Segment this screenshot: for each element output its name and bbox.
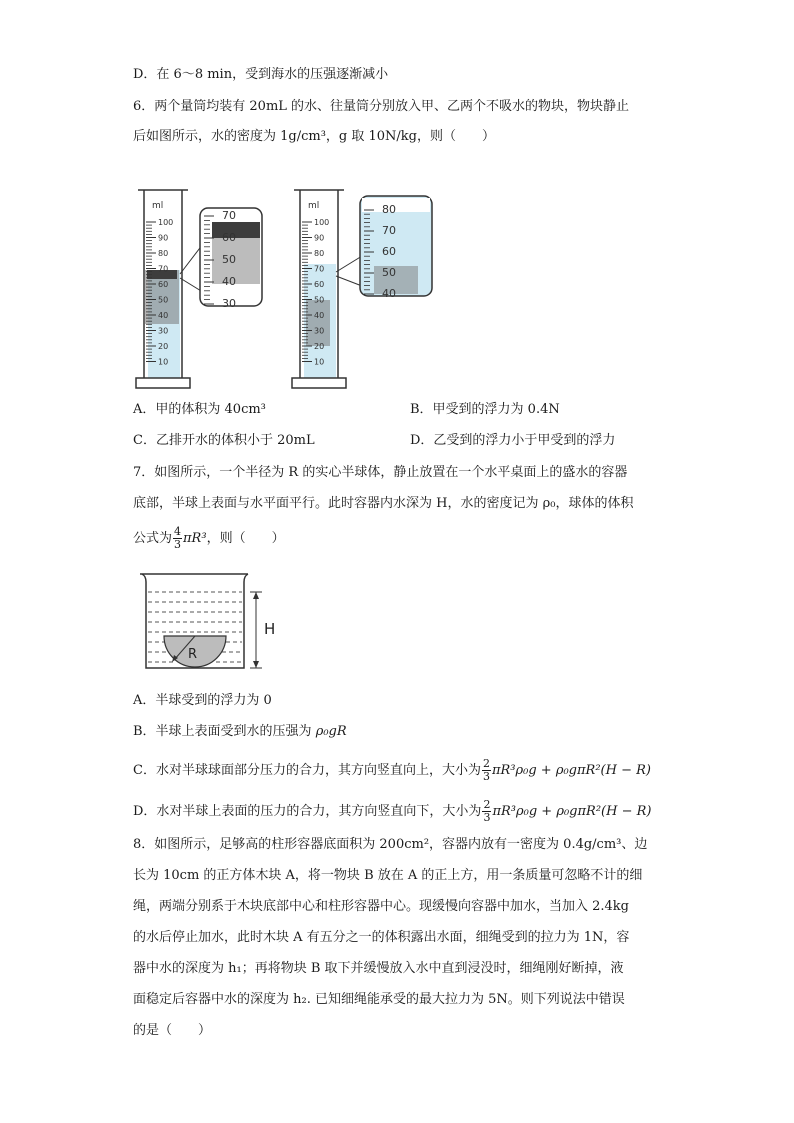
q7-stem-line3: [133, 526, 285, 551]
unit-label: ml: [308, 201, 320, 211]
depth-label: H: [264, 620, 276, 638]
q7-option-d-text: D．水对半球上表面的压力的合力，其方向竖直向下，大小为: [133, 804, 482, 819]
unit-label: ml: [152, 201, 164, 211]
scale-label: 20: [158, 342, 169, 351]
scale-label: 80: [382, 203, 396, 216]
q7-stem-line1: 7．如图所示，一个半径为 R 的实心半球体，静止放置在一个水平桌面上的盛水的容器: [133, 465, 628, 480]
scale-label: 30: [314, 326, 325, 336]
scale-label: 60: [222, 231, 236, 244]
scale-label: 50: [382, 266, 396, 279]
fraction-2-3: $\frac{2}{3}$: [483, 798, 491, 824]
q8-line2: 长为 10cm 的正方体木块 A，将一物块 B 放在 A 的正上方，用一条质量可忽略不计的细: [133, 868, 643, 883]
q7-option-d-formula: πR³ρ₀g + ρ₀gπR²(H − R): [492, 804, 652, 819]
hemisphere-container-diagram: [136, 570, 286, 678]
block-yi: [306, 300, 330, 346]
q6-stem-line2: 后如图所示，水的密度为 1g/cm³，g 取 10N/kg，则（ ）: [133, 129, 496, 144]
fraction-4-3: $\frac{4}{3}$: [174, 525, 182, 551]
radius-label: R: [188, 647, 198, 662]
q8-line5: 器中水的深度为 h₁；再将物块 B 取下并缓慢放入水中直到浸没时，细绳刚好断掉，液: [133, 961, 624, 976]
scale-label: 60: [158, 280, 169, 289]
q6-option-b: B．甲受到的浮力为 0.4N: [410, 402, 560, 417]
scale-label: 50: [314, 295, 325, 305]
scale-label: 30: [158, 326, 169, 336]
q7-option-b-text: B．半球上表面受到水的压强为: [133, 724, 316, 739]
scale-label: 40: [314, 311, 325, 320]
q7-option-b: [133, 723, 347, 741]
q6-figure: [130, 182, 440, 396]
q7-stem-line2: 底部，半球上表面与水平面平行。此时容器内水深为 H，水的密度记为 ρ₀，球体的体积: [133, 496, 634, 511]
q7-option-c-text: C．水对半球球面部分压力的合力，其方向竖直向上，大小为: [133, 763, 481, 778]
q5-option-d: D．在 6～8 min，受到海水的压强逐渐减小: [133, 67, 389, 82]
scale-label: 70: [382, 224, 396, 237]
scale-label: 40: [222, 275, 236, 288]
volume-formula-tail: πR³: [183, 531, 207, 546]
scale-label: 80: [158, 249, 169, 258]
q8-line7: 的是（ ）: [133, 1023, 212, 1038]
scale-label: 50: [222, 253, 236, 266]
q7-stem-line3-prefix: 公式为: [133, 531, 173, 546]
q7-option-a: A．半球受到的浮力为 0: [133, 693, 272, 708]
scale-label: 40: [158, 311, 169, 320]
scale-label: 70: [222, 209, 236, 222]
scale-label: 10: [158, 357, 169, 367]
q8-line1: 8．如图所示，足够高的柱形容器底面积为 200cm²，容器内放有一密度为 0.4g/cm³、边: [133, 837, 648, 852]
q7-stem-line3-suffix: ，则（ ）: [206, 531, 285, 546]
scale-label: 90: [314, 233, 325, 243]
scale-label: 10: [314, 357, 325, 367]
fraction-2-3: $\frac{2}{3}$: [482, 757, 490, 783]
scale-label: 70: [314, 264, 325, 274]
scale-label: 70: [158, 264, 169, 274]
scale-label: 100: [314, 218, 330, 227]
scale-label: 30: [222, 297, 236, 310]
scale-label: 90: [158, 233, 169, 243]
q6-stem-line1: 6．两个量筒均装有 20mL 的水、往量筒分别放入甲、乙两个不吸水的物块，物块静止: [133, 99, 630, 114]
q7-option-b-formula: ρ₀gR: [315, 724, 347, 739]
q8-line4: 的水后停止加水，此时木块 A 有五分之一的体积露出水面，细绳受到的拉力为 1N，容: [133, 930, 630, 945]
scale-label: 60: [382, 245, 396, 258]
q7-option-d: [133, 799, 651, 824]
scale-label: 60: [314, 280, 325, 289]
scale-label: 40: [382, 287, 396, 300]
q8-line6: 面稳定后容器中水的深度为 h₂. 已知细绳能承受的最大拉力为 5N。则下列说法中错误: [133, 992, 625, 1007]
cylinder-jia: [136, 190, 262, 388]
graduated-cylinders-diagram: [130, 182, 440, 392]
q8-line3: 绳，两端分别系于木块底部中心和柱形容器中心。现缓慢向容器中加水，当加入 2.4kg: [133, 899, 630, 914]
scale-label: 50: [158, 295, 169, 305]
q6-option-a: A．甲的体积为 40cm³: [133, 402, 266, 417]
q7-option-c-formula: πR³ρ₀g + ρ₀gπR²(H − R): [491, 763, 651, 778]
cylinder-yi: [292, 190, 432, 388]
q6-option-c: C．乙排开水的体积小于 20mL: [133, 433, 315, 448]
q6-option-d: D．乙受到的浮力小于甲受到的浮力: [410, 433, 616, 448]
q7-figure: [136, 570, 286, 682]
q7-option-c: [133, 758, 651, 783]
scale-label: 20: [314, 342, 325, 351]
scale-label: 100: [158, 218, 174, 227]
scale-label: 80: [314, 249, 325, 258]
